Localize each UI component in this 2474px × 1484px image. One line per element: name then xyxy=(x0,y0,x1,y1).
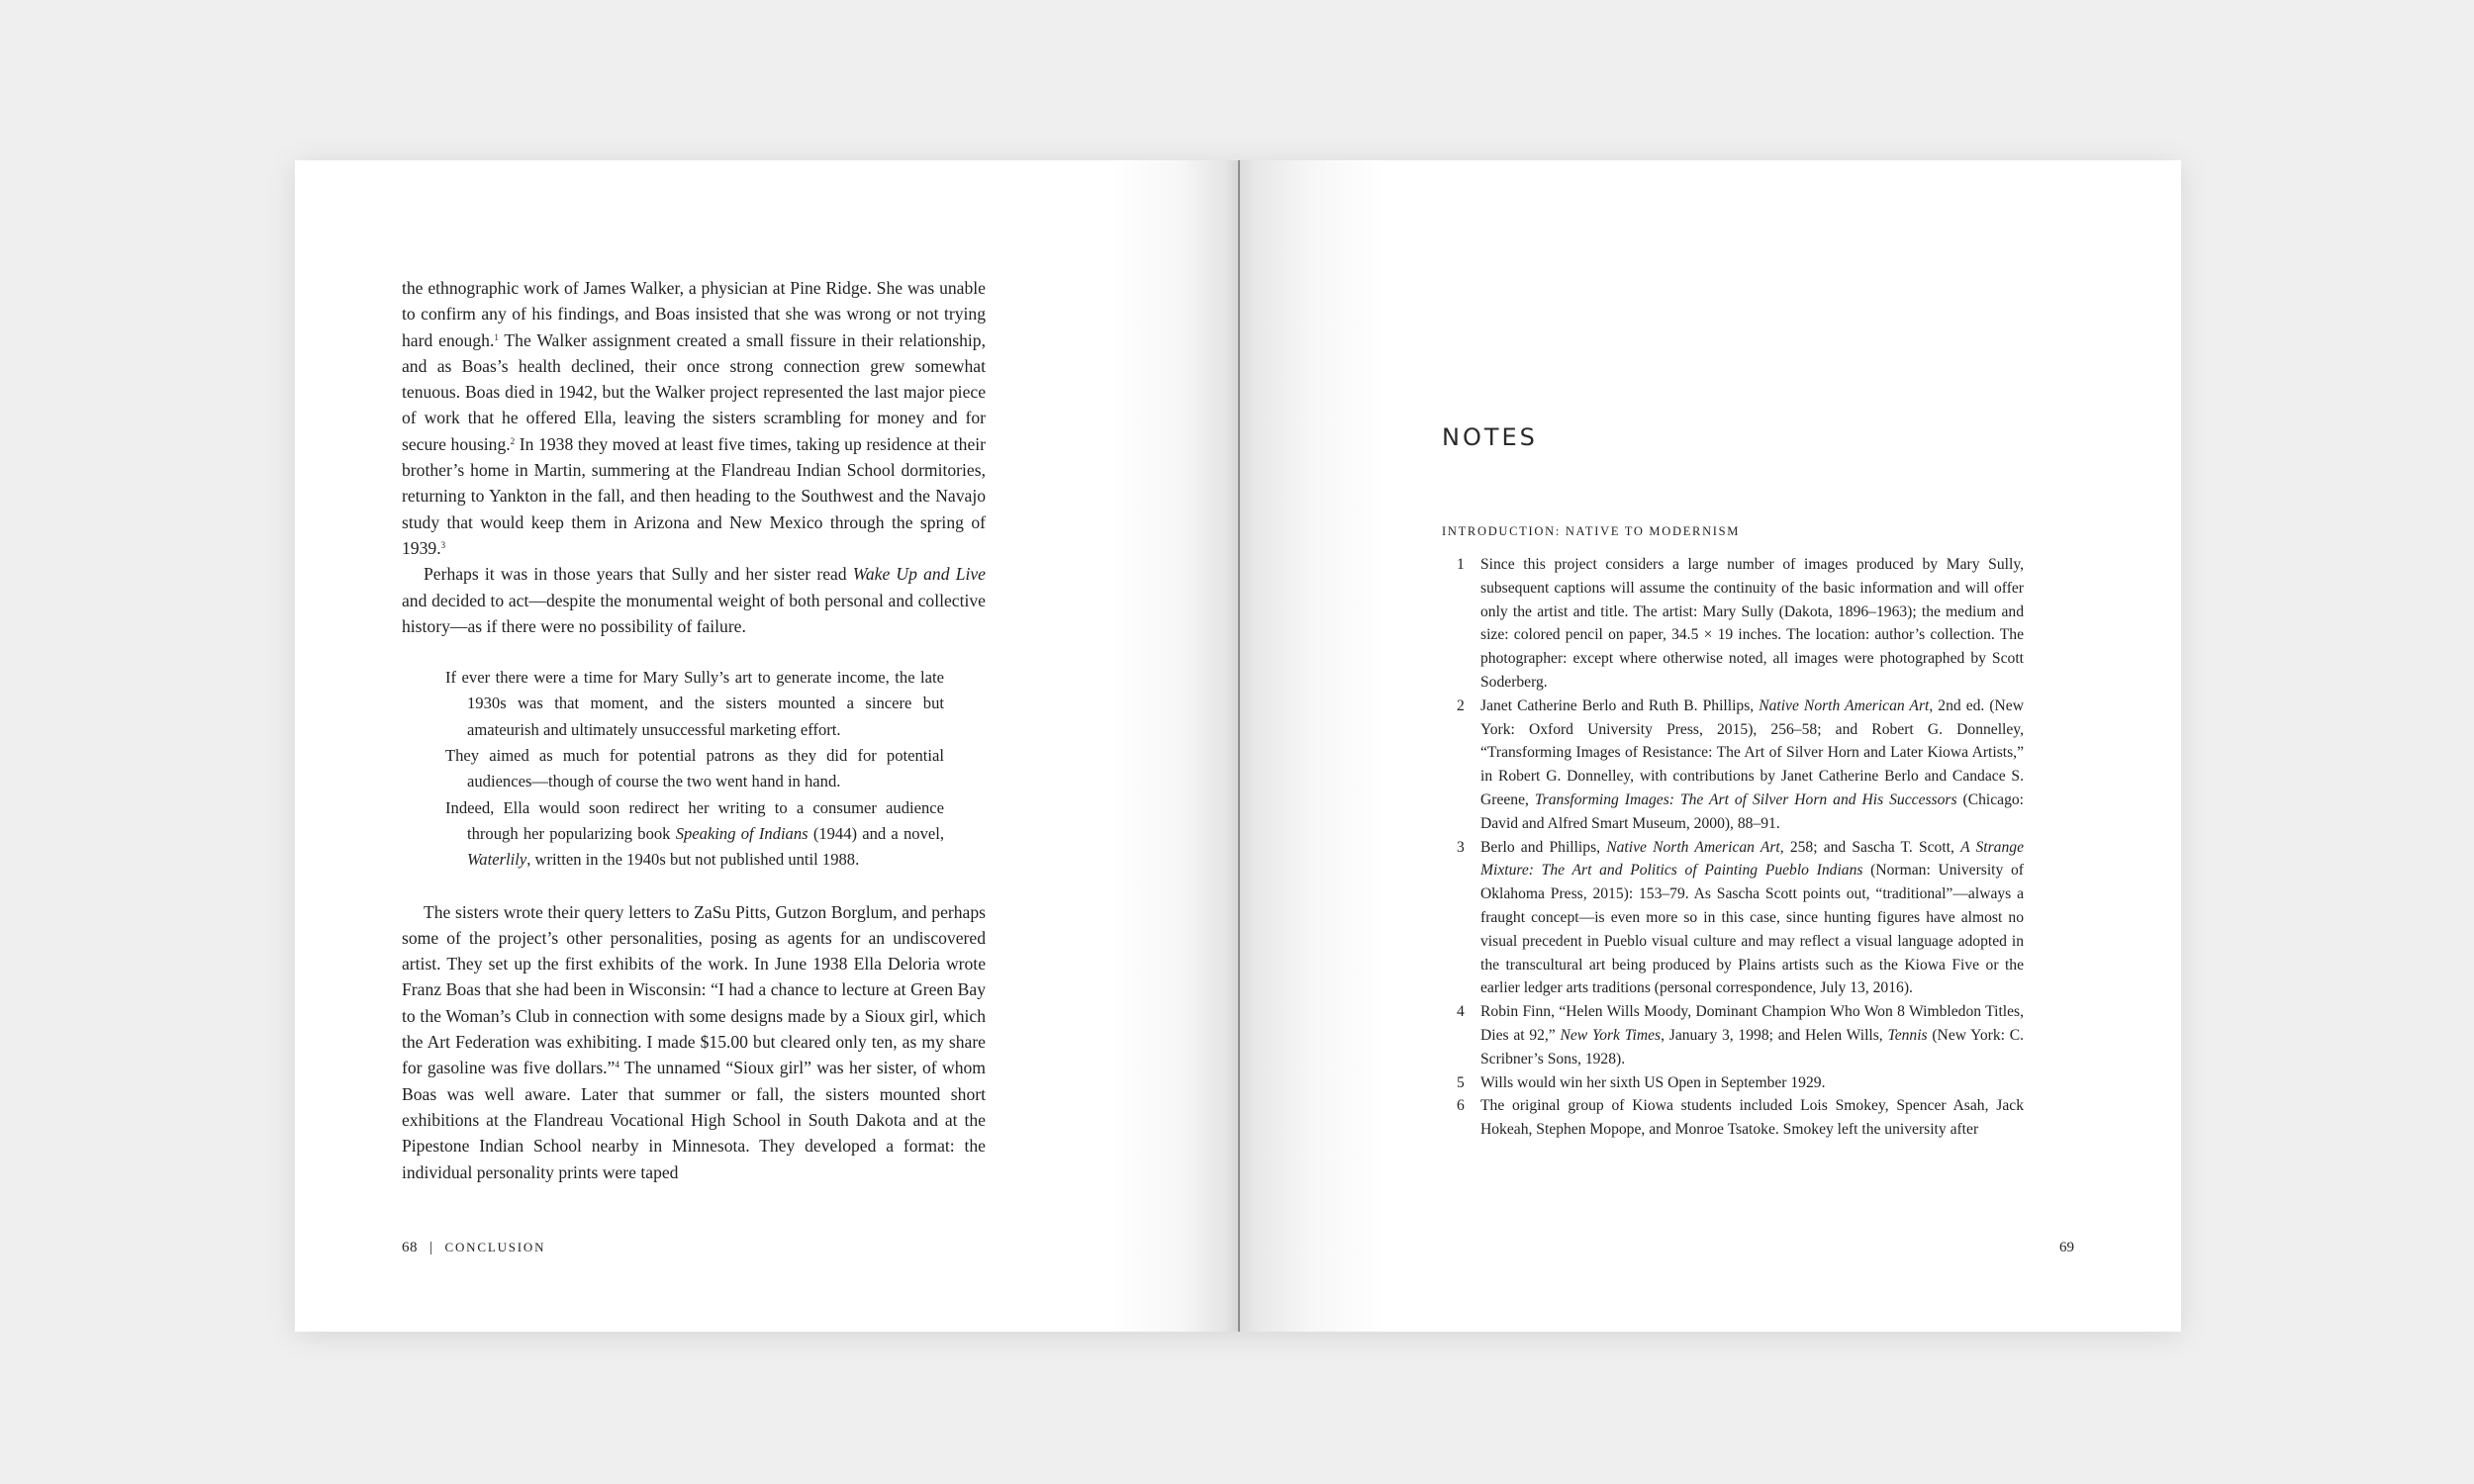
text-run: In 1938 they moved at least five times, taking up residence at their brother’s home in Martin, summering at the Flandreau Indian School dormitories, returning to Yankton in the fall, and then heading to the Southwest and the Navajo study that would keep them in Arizona and New Mexico through the spring of 1939. xyxy=(402,433,986,558)
note-text xyxy=(1480,839,2024,997)
text-run: Berlo and Phillips, xyxy=(1480,838,1607,856)
note-item xyxy=(1442,695,2024,836)
note-item xyxy=(1442,1094,2024,1142)
text-run: The original group of Kiowa students included Lois Smokey, Spencer Asah, Jack Hokeah, Stephen Mopope, and Monroe Tsatoke. Smokey left the university after xyxy=(1480,1097,2024,1139)
text-run: (Norman: University of Oklahoma Press, 2015): 153–79. As Sascha Scott points out, “traditional”—always a fraught concept—is even more so in this case, since hunting figures have almost no visual precedent in Pueblo visual culture and may reflect a visual language adopted in the transcultural art being produced by Plains artists such as the Kiowa Five or the earlier ledger arts traditions (personal correspondence, July 13, 2016). xyxy=(1480,862,2025,997)
text-run: The Walker assignment created a small fissure in their relationship, and as Boas’s health declined, their once strong connection grew somewhat tenuous. Boas died in 1942, but the Walker project represented the last major piece of work that he offered Ella, leaving the sisters scrambling for money and for secure housing. xyxy=(402,329,986,454)
note-number: 4 xyxy=(1457,1003,1465,1021)
notes-list xyxy=(1442,553,2024,1142)
text-run: the ethnographic work of James Walker, a physician at Pine Ridge. She was unable to confirm any of his findings, and Boas insisted that she was wrong or not trying hard enough. xyxy=(402,278,986,350)
book-spread xyxy=(295,160,2181,1332)
text-run: Janet Catherine Berlo and Ruth B. Phillips, xyxy=(1480,696,1760,714)
left-page xyxy=(295,160,1238,1332)
italic-text: Native North American Art xyxy=(1759,696,1930,714)
body-text xyxy=(402,275,986,1185)
text-run: , 258; and Sascha T. Scott, xyxy=(1779,838,1961,856)
text-run: If ever there were a time for Mary Sully’s art to generate income, the late 1930s was that moment, and the sisters mounted a sincere but amateurish and ultimately unsuccessful marketing effort. xyxy=(445,668,944,739)
footnote-marker: 4 xyxy=(615,1060,619,1070)
text-run: Since this project considers a large number of images produced by Mary Sully, subsequent captions will assume the continuity of the basic information and will offer only the artist and title. The artist: Mary Sully (Dakota, 1896–1963); the medium and size: colored pencil on paper, 34.5 × 19 inches. The location: author’s collection. The photographer: except where otherwise noted, all images were photographed by Scott Soderberg. xyxy=(1480,556,2024,691)
note-number: 2 xyxy=(1457,696,1465,714)
text-run: , January 3, 1998; and Helen Wills, xyxy=(1661,1026,1888,1044)
page-number: 68 xyxy=(402,1240,418,1255)
note-item xyxy=(1442,836,2024,1001)
note-number: 6 xyxy=(1457,1097,1465,1115)
page-number: 69 xyxy=(2059,1240,2074,1255)
section-heading: INTRODUCTION: NATIVE TO MODERNISM xyxy=(1442,524,1741,538)
text-run: The unnamed “Sioux girl” was her sister, of whom Boas was well aware. Later that summer or fall, the sisters mounted short exhibitions at the Flandreau Vocational High School in South Dakota and at the Pipestone Indian School nearby in Minnesota. They developed a format: the individual personality prints were taped xyxy=(402,1058,986,1182)
italic-text: Waterlily xyxy=(467,850,527,870)
footnote-marker: 3 xyxy=(440,539,446,550)
note-item xyxy=(1442,553,2024,695)
extract-line xyxy=(445,743,944,795)
text-run: Wills would win her sixth US Open in September 1929. xyxy=(1480,1073,1826,1091)
extract-line xyxy=(445,665,944,743)
note-number: 3 xyxy=(1457,838,1465,856)
note-item xyxy=(1442,1071,2024,1095)
paragraph xyxy=(402,561,986,639)
note-text xyxy=(1480,1097,2024,1138)
page-footer xyxy=(402,1240,545,1256)
note-text xyxy=(1480,697,2024,832)
note-text xyxy=(1480,1074,1825,1091)
right-page xyxy=(1238,160,2181,1332)
italic-text: Speaking of Indians xyxy=(675,823,809,843)
text-run: , 2nd ed. (New York: Oxford University Press, 2015), 256–58; and Robert G. Donnelley, “Transforming Images of Resistance: The Art of Silver Horn and Later Kiowa Artists,” in Robert G. Donnelley, with contributions by Janet Catherine Berlo and Candace S. Greene, xyxy=(1480,696,2024,808)
folio-separator: | xyxy=(429,1240,433,1255)
footnote-marker: 2 xyxy=(510,435,516,446)
note-item xyxy=(1442,1000,2024,1070)
footnote-marker: 1 xyxy=(494,331,499,342)
note-text xyxy=(1480,1003,2024,1067)
running-head: CONCLUSION xyxy=(444,1240,546,1254)
text-run: The sisters wrote their query letters to ZaSu Pitts, Gutzon Borglum, and perhaps some of the project’s other personalities, posing as agents for an undiscovered artist. They set up the first exhibits of the work. In June 1938 Ella Deloria wrote Franz Boas that she had been in Wisconsin: “I had a chance to lecture at Green Bay to the Woman’s Club in connection with some designs made by a Sioux girl, which the Art Federation was exhibiting. I made $15.00 but cleared only ten, as my share for gasoline was five dollars.” xyxy=(402,901,986,1078)
italic-text: Transforming Images: The Art of Silver Horn and His Successors xyxy=(1534,790,1957,808)
text-run: and decided to act—despite the monumental weight of both personal and collective history—as if there were no possibility of failure. xyxy=(402,590,986,636)
text-run: , written in the 1940s but not published until 1988. xyxy=(526,850,860,870)
book-spine xyxy=(1238,160,1240,1332)
text-run: (New York: C. Scribner’s Sons, 1928). xyxy=(1480,1026,2025,1067)
text-run: (Chicago: David and Alfred Smart Museum, 2000), 88–91. xyxy=(1480,790,2025,832)
note-text xyxy=(1480,556,2024,691)
text-run: They aimed as much for potential patrons as they did for potential audiences—though of course the two went hand in hand. xyxy=(445,746,944,791)
italic-text: A Strange Mixture: The Art and Politics of Painting Pueblo Indians xyxy=(1480,838,2024,880)
italic-text: Native North American Art xyxy=(1606,838,1780,856)
extract-line xyxy=(445,795,944,874)
note-number: 5 xyxy=(1457,1073,1465,1091)
text-run: Robin Finn, “Helen Wills Moody, Dominant Champion Who Won 8 Wimbledon Titles, Dies at 92,” xyxy=(1480,1003,2024,1044)
italic-text: New York Times xyxy=(1560,1026,1662,1044)
note-number: 1 xyxy=(1457,556,1465,573)
text-run: (1944) and a novel, xyxy=(808,823,944,843)
notes-title: NOTES xyxy=(1442,423,1538,451)
paragraph xyxy=(402,899,986,1185)
block-quote xyxy=(445,665,944,873)
italic-text: Wake Up and Live xyxy=(852,564,986,585)
paragraph xyxy=(402,275,986,561)
text-run: Indeed, Ella would soon redirect her writing to a consumer audience through her popularizing book xyxy=(445,797,944,843)
text-run: Perhaps it was in those years that Sully and her sister read xyxy=(424,564,853,585)
italic-text: Tennis xyxy=(1887,1026,1928,1044)
